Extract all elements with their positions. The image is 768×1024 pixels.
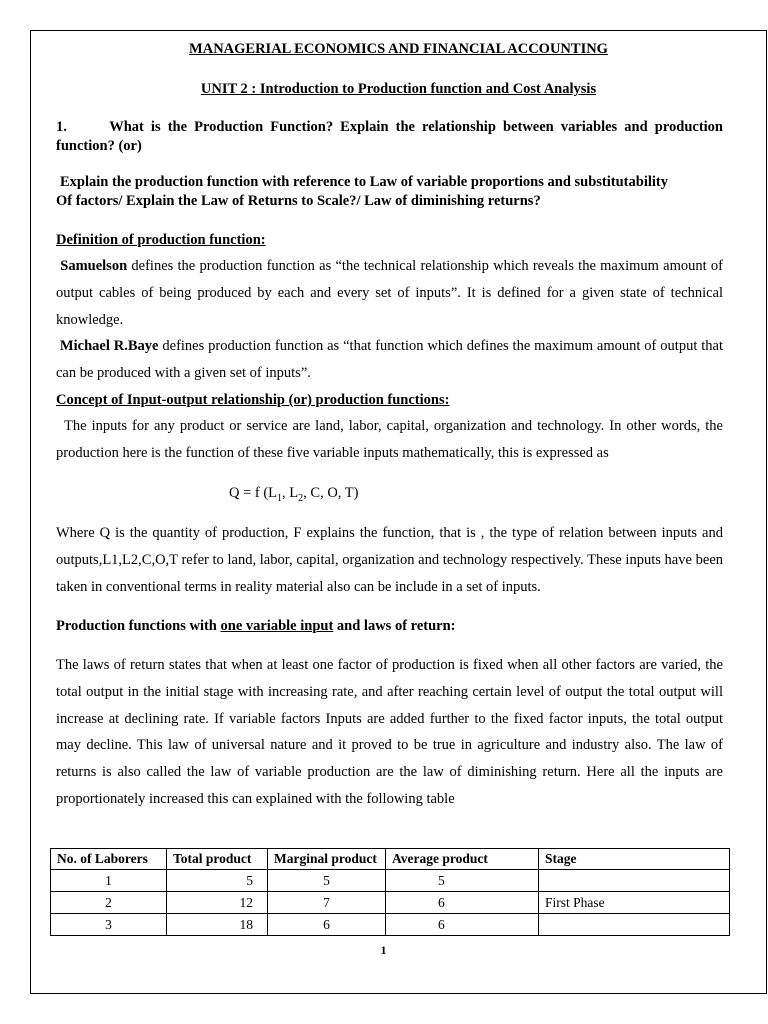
baye-definition [56, 333, 723, 387]
heading-underlined-part: one variable input [220, 618, 334, 634]
table-cell: 5 [386, 870, 539, 892]
table-cell [539, 914, 730, 936]
concept-paragraph: The inputs for any product or service are land, labor, capital, organization and technology. In other words, the production here is the function of these five variable inputs mathematically, this is expressed as [56, 418, 723, 461]
table-row [51, 892, 730, 914]
question-text: What is the Production Function? Explain the relationship between variables and production function? (or) [56, 119, 723, 154]
question-alt-line-1: Explain the production function with reference to Law of variable proportions and substitutability [60, 174, 668, 190]
table-header: Average product [386, 849, 539, 870]
table-row [51, 914, 730, 936]
table-cell: 7 [268, 892, 386, 914]
baye-name: Michael R.Baye [59, 338, 159, 354]
table-cell: 12 [167, 892, 268, 914]
samuelson-text: defines the production function as “the technical relationship which reveals the maximum amount of output cables of being produced by each and every set of inputs”. It is defined for a given state of technical knowledge. [56, 258, 724, 328]
table-cell: 6 [268, 914, 386, 936]
table-cell: 1 [51, 870, 167, 892]
samuelson-name: Samuelson [60, 258, 128, 274]
table-cell: 2 [51, 892, 167, 914]
baye-text: defines production function as “that function which defines the maximum amount of output that can be produced with a given set of inputs”. [56, 338, 723, 381]
heading-part: and laws of return: [333, 618, 456, 634]
table-cell: 3 [51, 914, 167, 936]
table-cell: 5 [268, 870, 386, 892]
page-number: 1 [380, 943, 387, 957]
concept-heading: Concept of Input-output relationship (or) production functions: [56, 392, 450, 408]
laws-of-return-paragraph: The laws of return states that when at least one factor of production is fixed when all other factors are varied, the total output in the initial stage with increasing rate, and after reaching certain level of output the total output will increase at declining rate. If variable factors Inputs are added further to the fixed factor inputs, the total output may decline. This law of universal nature and it proved to be true in agriculture and industry also. The law of returns is also called the law of variable production are the law of diminishing return. Here all the inputs are proportionately increased this can explained with the following table [56, 657, 723, 807]
table-cell: 6 [386, 914, 539, 936]
formula-subscript: 2 [298, 492, 304, 504]
samuelson-definition [56, 253, 723, 333]
where-paragraph: Where Q is the quantity of production, F explains the function, that is , the type of relation between inputs and outputs,L1,L2,C,O,T refer to land, labor, capital, organization and technology respectively. These inputs have been taken in conventional terms in reality material also can be include in a set of inputs. [56, 525, 723, 595]
table-cell [539, 870, 730, 892]
table-row [51, 870, 730, 892]
production-table [50, 848, 730, 936]
formula-part: , L [282, 485, 299, 501]
unit-heading: UNIT 2 : Introduction to Production function and Cost Analysis [200, 81, 597, 97]
table-header: No. of Laborers [51, 849, 167, 870]
document-title: MANAGERIAL ECONOMICS AND FINANCIAL ACCOUNTING [189, 41, 608, 57]
formula-part: Q = f (L [229, 485, 278, 501]
formula-subscript: 1 [277, 492, 283, 504]
heading-part: Production functions with [56, 618, 221, 634]
production-functions-heading [56, 618, 455, 635]
table-cell: First Phase [539, 892, 730, 914]
formula-part: , C, O, T) [303, 485, 359, 501]
table-cell: 5 [167, 870, 268, 892]
table-cell: 18 [167, 914, 268, 936]
table-header-row [51, 849, 730, 870]
table-header: Marginal product [268, 849, 386, 870]
table-cell: 6 [386, 892, 539, 914]
table-header: Total product [167, 849, 268, 870]
question-alt-line-2: Of factors/ Explain the Law of Returns to Scale?/ Law of diminishing returns? [56, 193, 541, 209]
question-1 [56, 118, 723, 156]
definition-heading: Definition of production function: [56, 232, 266, 248]
production-formula [229, 485, 358, 504]
table-header: Stage [539, 849, 730, 870]
question-number: 1. [56, 119, 67, 135]
